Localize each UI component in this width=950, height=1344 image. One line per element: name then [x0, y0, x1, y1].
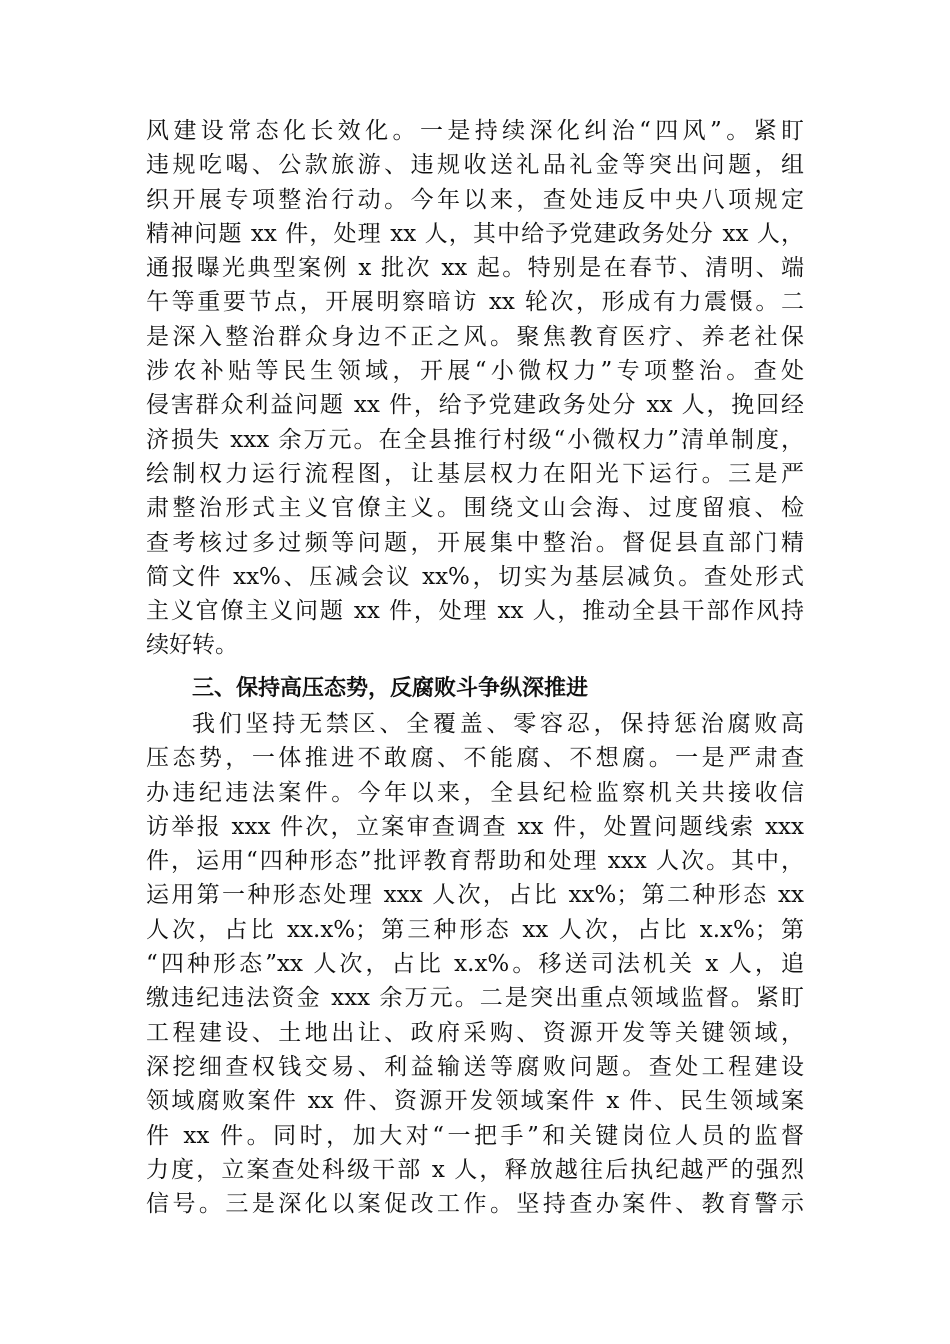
text-line: 办违纪违法案件。今年以来，全县纪检监察机关共接收信 [146, 779, 804, 806]
paragraph-work-style [146, 114, 804, 663]
text-line: 绘制权力运行流程图，让基层权力在阳光下运行。三是严 [146, 460, 804, 487]
text-line: 侵害群众利益问题 xx 件，给予党建政务处分 xx 人，挽回经 [146, 392, 804, 419]
text-line: 缴违纪违法资金 xxx 余万元。二是突出重点领域监督。紧盯 [146, 985, 804, 1012]
text-line: 涉农补贴等民生领域，开展“小微权力”专项整治。查处 [146, 358, 804, 385]
text-line: 济损失 xxx 余万元。在全县推行村级“小微权力”清单制度， [146, 426, 804, 453]
text-line: 运用第一种形态处理 xxx 人次，占比 xx%；第二种形态 xx [146, 882, 804, 909]
text-line: 续好转。 [146, 632, 238, 659]
text-line: 深挖细查权钱交易、利益输送等腐败问题。查处工程建设 [146, 1053, 804, 1080]
text-line: 通报曝光典型案例 x 批次 xx 起。特别是在春节、清明、端 [146, 255, 804, 282]
text-line: 查考核过多过频等问题，开展集中整治。督促县直部门精 [146, 529, 804, 556]
text-line: 风建设常态化长效化。一是持续深化纠治“四风”。紧盯 [146, 118, 804, 144]
text-line: 压态势，一体推进不敢腐、不能腐、不想腐。一是严肃查 [146, 745, 804, 772]
text-line: 领域腐败案件 xx 件、资源开发领域案件 x 件、民生领域案 [146, 1088, 804, 1115]
text-line: 简文件 xx%、压减会议 xx%，切实为基层减负。查处形式 [146, 563, 804, 590]
text-line: 人次，占比 xx.x%；第三种形态 xx 人次，占比 x.x%；第 [146, 916, 804, 943]
text-line: 违规吃喝、公款旅游、违规收送礼品礼金等突出问题，组 [146, 152, 804, 179]
text-line: “四种形态”xx 人次，占比 x.x%。移送司法机关 x 人，追 [146, 951, 804, 978]
text-line: 访举报 xxx 件次，立案审查调查 xx 件，处置问题线索 xxx [146, 813, 804, 840]
text-line: 信号。三是深化以案促改工作。坚持查办案件、教育警示 [146, 1191, 804, 1218]
text-line: 我们坚持无禁区、全覆盖、零容忍，保持惩治腐败高 [192, 711, 804, 737]
text-line: 力度，立案查处科级干部 x 人，释放越往后执纪越严的强烈 [146, 1156, 804, 1183]
text-line: 午等重要节点，开展明察暗访 xx 轮次，形成有力震慑。二 [146, 289, 804, 316]
section-heading: 三、保持高压态势，反腐败斗争纵深推进 [192, 676, 589, 701]
text-line: 织开展专项整治行动。今年以来，查处违反中央八项规定 [146, 186, 804, 213]
text-line: 件 xx 件。同时，加大对“一把手”和关键岗位人员的监督 [146, 1122, 804, 1149]
text-line: 工程建设、土地出让、政府采购、资源开发等关键领域， [146, 1019, 804, 1046]
text-line: 主义官僚主义问题 xx 件，处理 xx 人，推动全县干部作风持 [146, 598, 804, 625]
text-line: 是深入整治群众身边不正之风。聚焦教育医疗、养老社保 [146, 323, 804, 350]
text-line: 件，运用“四种形态”批评教育帮助和处理 xxx 人次。其中， [146, 848, 804, 875]
text-line: 精神问题 xx 件，处理 xx 人，其中给予党建政务处分 xx 人， [146, 220, 804, 247]
paragraph-anti-corruption [146, 707, 804, 1221]
text-line: 肃整治形式主义官僚主义。围绕文山会海、过度留痕、检 [146, 495, 804, 522]
